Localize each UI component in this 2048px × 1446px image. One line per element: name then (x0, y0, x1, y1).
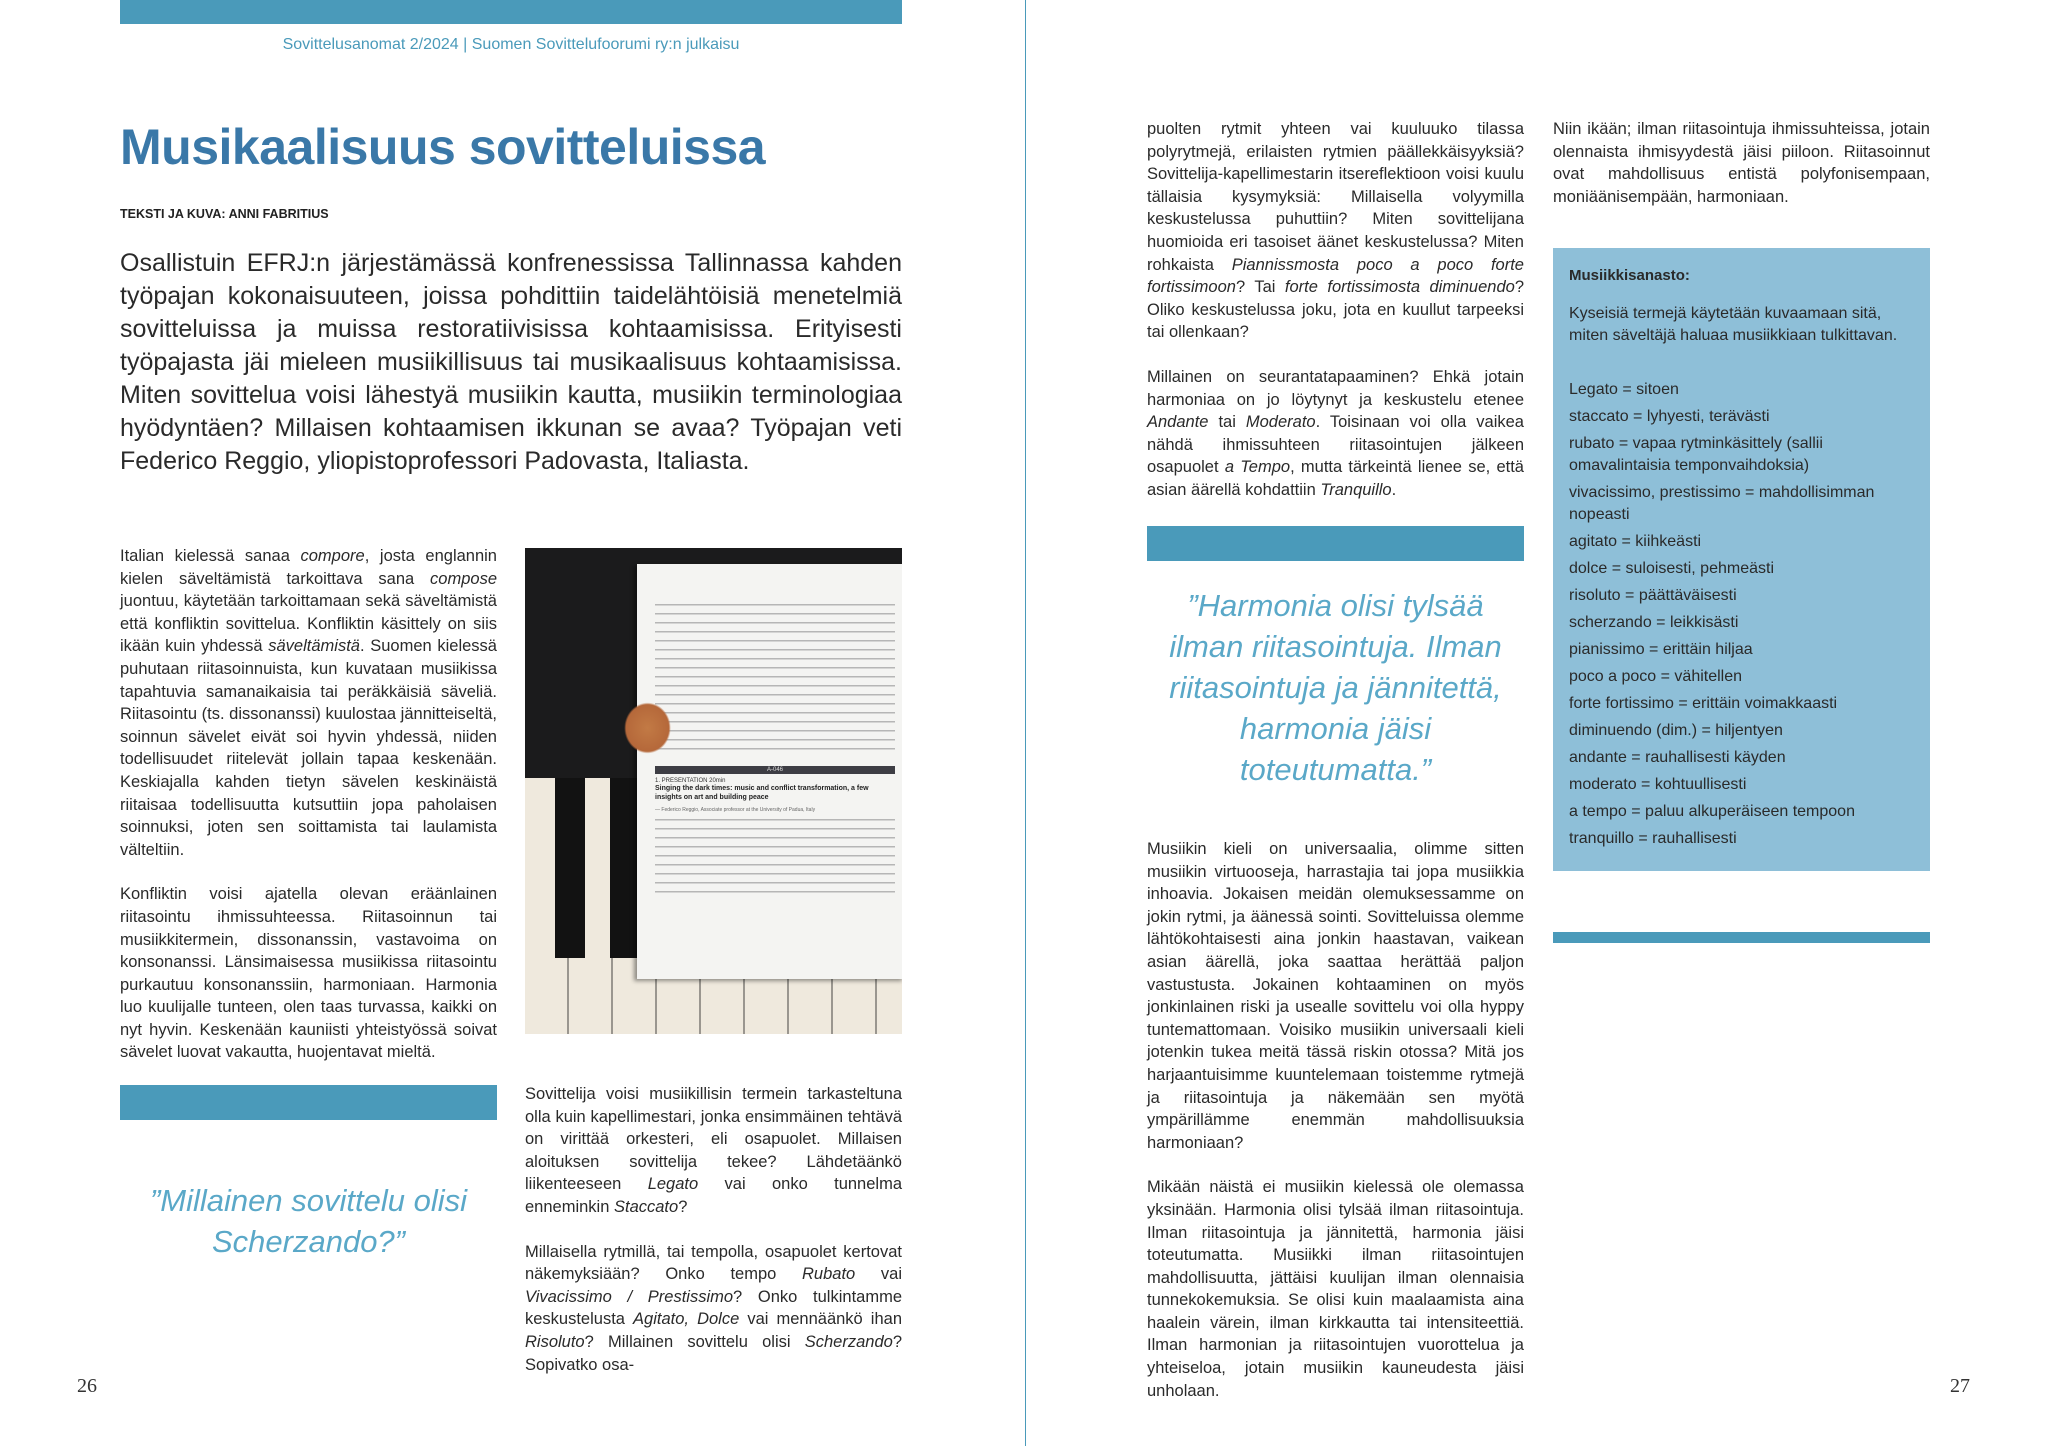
paper-tag: A-046 (655, 766, 895, 774)
article-photo (525, 548, 902, 1034)
paragraph: Millaisella rytmillä, tai tempolla, osapuolet kertovat näkemyksiään? Onko tempo Rubato vai Vivacissimo / Prestissimo? Onko tulkintamme keskustelusta Agitato, Dolce vai mennäänkö ihan Risoluto? Millainen sovittelu olisi Scherzando? Sopivatko osa- (525, 1242, 902, 1374)
glossary-item: staccato = lyhyesti, terävästi (1569, 408, 1770, 425)
italic-term: compore (300, 547, 365, 565)
italic-term: Moderato (1245, 413, 1316, 432)
glossary-title: Musiikkisanasto: (1569, 267, 1690, 284)
quote-accent-bar-right (1147, 526, 1524, 561)
glossary-item: tranquillo = rauhallisesti (1569, 830, 1737, 847)
paper-heading: Singing the dark times: music and conflict transformation, a few insights on art and building peace (655, 785, 869, 801)
bottom-accent-bar-right (1553, 932, 1930, 943)
pull-quote-right: ”Harmonia olisi tylsää ilman riitasointuja. Ilman riitasointuja ja jännitettä, harmonia jäisi toteutumatta.” (1169, 588, 1502, 787)
right-column-1-bottom (1147, 838, 1524, 1424)
glossary-list (1569, 379, 1914, 850)
italic-term: a Tempo (1224, 458, 1291, 477)
glossary-item: diminuendo (dim.) = hiljentyen (1569, 722, 1783, 739)
right-column-2-top (1553, 118, 1930, 230)
paragraph: Millainen on seurantatapaaminen? Ehkä jotain harmoniaa on jo löytynyt ja keskustelu etenee Andante tai Moderato. Toisinaan voi olla vaikea nähdä ihmissuhteen riitasointujen jälkeen osapuolet a Tempo, mutta tärkeintä lienee se, että asian äärellä kohdattiin Tranquillo. (1147, 367, 1524, 499)
paper-text-lines (655, 819, 895, 899)
glossary-item: andante = rauhallisesti käyden (1569, 749, 1786, 766)
italic-term: säveltämistä (268, 637, 360, 656)
italic-term: Legato (647, 1175, 699, 1194)
glossary-item: a tempo = paluu alkuperäiseen tempoon (1569, 803, 1855, 820)
paragraph: Mikään näistä ei musiikin kielessä ole olemassa yksinään. Harmonia olisi tylsää ilman riitasointuja. Ilman riitasointuja ja jännitettä, harmonia jäisi toteutumatta. Musiikki ilman riitasointujen mahdollisuutta, jättäisi kuulijan ilman olennaisia tunnekokemuksia. Se olisi kuin maalaamista aina haalein värein, ilman kirkkautta tai intensiteettiä. Ilman harmonian ja riitasointujen vuorottelua ja yhteiseloa, jotain musiikin kauneudesta jäisi unholaan. (1147, 1178, 1524, 1400)
italic-term: forte fortissimosta diminuendo (1284, 278, 1515, 297)
glossary-item: forte fortissimo = erittäin voimakkaasti (1569, 695, 1838, 712)
paper-author: — Federico Reggio, Associate professor at the University of Padua, Italy (655, 807, 816, 813)
italic-term: Andante (1147, 413, 1209, 432)
glossary-box (1553, 248, 1930, 871)
lead-paragraph: Osallistuin EFRJ:n järjestämässä konfrenessissa Tallinnassa kahden työpajan kokonaisuuteen, joissa pohdittiin taidelähtöisiä menetelmiä sovitteluissa ja muissa restoratiivisissa kohtaamisissa. Erityisesti työpajasta jäi mieleen musiikillisuus tai musikaalisuus kohtaamisissa. Miten sovittelua voisi lähestyä musiikin kautta, musiikin terminologiaa hyödyntäen? Millaisen kohtaamisen ikkunan se avaa? Työpajan veti Federico Reggio, yliopistoprofessori Padovasta, Italiasta. (120, 249, 902, 475)
top-accent-bar (120, 0, 902, 24)
page-number-right: 27 (1950, 1375, 1970, 1397)
page-gutter-divider (1025, 0, 1026, 1446)
running-head: Sovittelusanomat 2/2024 | Suomen Sovittelufoorumi ry:n julkaisu (282, 36, 740, 53)
article-title: Musikaalisuus sovitteluissa (120, 119, 766, 175)
glossary-item: poco a poco = vähitellen (1569, 668, 1743, 685)
paragraph: Sovittelija voisi musiikillisin termein tarkasteltuna olla kuin kapellimestari, jonka ensimmäinen tehtävä on virittää orkesteri, eli osapuolet. Millaisen aloituksen sovittelija tekee? Lähdetäänkö liikenteeseen Legato vai onko tunnelma enneminkin Staccato? (525, 1085, 902, 1216)
italic-term: Staccato (613, 1197, 679, 1216)
italic-term: Piannissmosta poco a poco forte fortissimoon (1147, 255, 1524, 297)
italic-term: Tranquillo (1320, 480, 1392, 499)
paper-text-lines (655, 604, 895, 754)
glossary-item: dolce = suloisesti, pehmeästi (1569, 560, 1774, 577)
italic-term: Scherzando (804, 1332, 893, 1351)
paragraph: puolten rytmit yhteen vai kuuluuko tilassa polyrytmejä, erilaisten rytmien päällekkäisyyksiä? Sovittelija-kapellimestarin itsereflektioon voisi kuulu tällaisia kysymyksiä: Millaisella volyymilla keskustelussa puhuttiin? Miten sovittelijana huomioida eri tasoiset äänet keskustelussa? Miten rohkaista Piannissmosta poco a poco forte fortissimoon? Tai forte fortissimosta diminuendo? Oliko keskustelussa joku, jota en kuullut tarpeeksi tai ollenkaan? (1147, 120, 1524, 342)
pull-quote-left: ”Millainen sovittelu olisi Scherzando?” (149, 1183, 467, 1259)
italic-term: Risoluto (525, 1332, 585, 1351)
italic-term: compose (430, 569, 497, 588)
paragraph: Konfliktin voisi ajatella olevan eräänlainen riitasointu ihmissuhteessa. Riitasoinnun tai musiikkitermein, dissonanssin, vastavoima on konsonanssi. Länsimaisessa musiikissa riitasointu purkautuu konsonanssiin, harmoniaan. Harmonia luo kuulijalle tunteen, olen taas turvassa, kaikki on nyt hyvin. Keskenään kauniisti yhteistyössä soivat sävelet luovat vakautta, huojentavat mieltä. (120, 885, 497, 1062)
deer-figurine (620, 698, 675, 758)
glossary-item: risoluto = päättäväisesti (1569, 587, 1737, 604)
paragraph: Musiikin kieli on universaalia, olimme sitten musiikin virtuooseja, harrastajia tai jopa musiikkia inhoavia. Jokaisen meidän olemuksessamme on jokin rytmi, ja äänessä sointi. Sovitteluissa olemme lähtökohtaisesti aina jonkin haastavan, vaikean asian äärellä, joka saattaa herättää paljon vastustusta. Jokainen kohtaaminen on myös jonkinlainen riski ja usealle sovittelu voi olla hyppy tuntemattomaan. Voisiko musiikin universaali kieli jotenkin tukea meitä tässä riskin otossa? Mitä jos harjaantuisimme kuuntelemaan toistemme rytmejä ja riitasointuja ja näkemään sen myötä ympärillämme enemmän mahdollisuuksia harmoniaan? (1147, 840, 1524, 1152)
glossary-intro: Kyseisiä termejä käytetään kuvaamaan sitä, miten säveltäjä haluaa musiikkiaan tulkittavan. (1569, 305, 1898, 344)
paragraph: Niin ikään; ilman riitasointuja ihmissuhteissa, jotain olennaista ihmisyydestä jäisi piiloon. Riitasoinnut ovat mahdollisuus entistä polyfonisempaan, moniäänisempään, harmoniaan. (1553, 120, 1930, 206)
left-column-1 (120, 545, 497, 1086)
piano-black-key (555, 778, 585, 958)
italic-term: Rubato (802, 1265, 856, 1284)
glossary-item: pianissimo = erittäin hiljaa (1569, 641, 1753, 658)
quote-accent-bar-left (120, 1085, 497, 1120)
byline: TEKSTI JA KUVA: ANNI FABRITIUS (120, 207, 329, 221)
paragraph: Italian kielessä sanaa compore, josta englannin kielen säveltämistä tarkoittava sana compose juontuu, käytetään tarkoittamaan sekä säveltämistä että konfliktin sovittelua. Konfliktin käsittely on siis ikään kuin yhdessä säveltämistä. Suomen kielessä puhutaan riitasoinnuista, kun kuvataan musiikissa tapahtuvia samanaikaisia tai peräkkäisiä säveliä. Riitasointu (ts. dissonanssi) kuulostaa jännitteiseltä, soinnun sävelet eivät soi hyvin yhdessä, niiden todellisuudet riitelevät jollain tapaa keskenään. Keskiajalla kahden tietyn sävelen keskinäistä riitaisaa todellisuutta kutsuttiin jopa paholaisen soinnuksi, joten sen soittamista tai laulamista välteltiin. (120, 547, 497, 859)
glossary-item: moderato = kohtuullisesti (1569, 776, 1747, 793)
right-column-1-top (1147, 118, 1524, 524)
italic-term: Vivacissimo / Prestissimo (525, 1287, 734, 1306)
glossary-item: agitato = kiihkeästi (1569, 533, 1702, 550)
page-number-left: 26 (77, 1375, 97, 1397)
glossary-item: Legato = sitoen (1569, 381, 1679, 398)
conference-paper (637, 564, 902, 979)
piano-black-key (610, 778, 640, 958)
glossary-item: rubato = vapaa rytminkäsittely (sallii omavalintaisia temponvaihdoksia) (1569, 435, 1823, 474)
left-column-2 (525, 1083, 902, 1398)
glossary-item: vivacissimo, prestissimo = mahdollisimman nopeasti (1569, 484, 1875, 523)
paper-label: 1. PRESENTATION 20min (655, 778, 726, 784)
italic-term: Agitato, Dolce (633, 1310, 740, 1329)
glossary-item: scherzando = leikkisästi (1569, 614, 1739, 631)
